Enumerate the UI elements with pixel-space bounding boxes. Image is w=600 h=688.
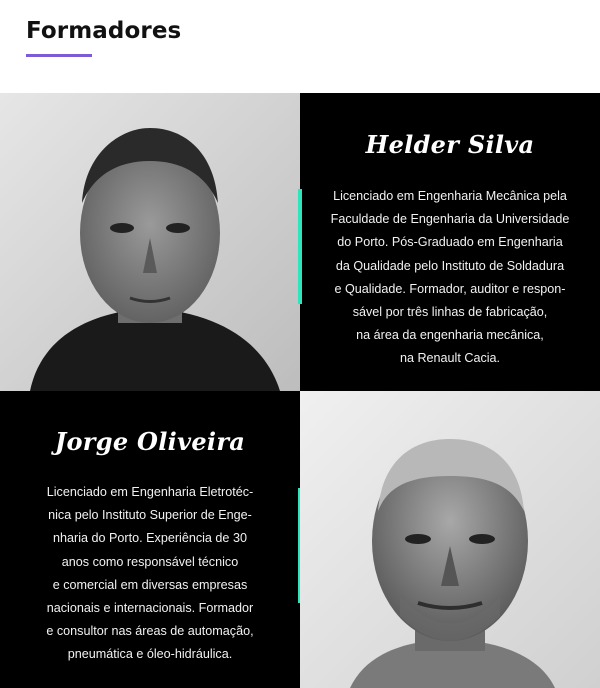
title-underline [26, 54, 92, 57]
trainer-photo-jorge-oliveira [300, 391, 600, 688]
accent-bar [298, 189, 302, 304]
trainer-description: Licenciado em Engenharia Eletrotéc- nica pelo Instituto Superior de Enge- nharia do Porto. Experiência de 30 anos como responsável técnico e comercial em diversas empresas nacionais e internacionais. Formador e consultor nas áreas de automação, pneumática e óleo-hidráulica. [46, 485, 254, 662]
section-header [26, 18, 181, 57]
portrait-photo [0, 93, 300, 391]
section-title: Formadores [26, 18, 182, 44]
trainer-bio-helder-silva [300, 93, 600, 391]
trainer-name: Helder Silva [365, 130, 535, 159]
trainer-description: Licenciado em Engenharia Mecânica pela Faculdade de Engenharia da Universidade do Porto. Pós-Graduado em Engenharia da Qualidade pelo Instituto de Soldadura e Qualidade. Formador, auditor e respon- sável por três linhas de fabricação, na área da engenharia mecânica, na Renault Cacia. [330, 189, 570, 366]
trainer-photo-helder-silva [0, 93, 300, 391]
trainer-name: Jorge Oliveira [54, 427, 246, 456]
trainer-bio-jorge-oliveira [0, 391, 300, 688]
portrait-photo [300, 391, 600, 688]
